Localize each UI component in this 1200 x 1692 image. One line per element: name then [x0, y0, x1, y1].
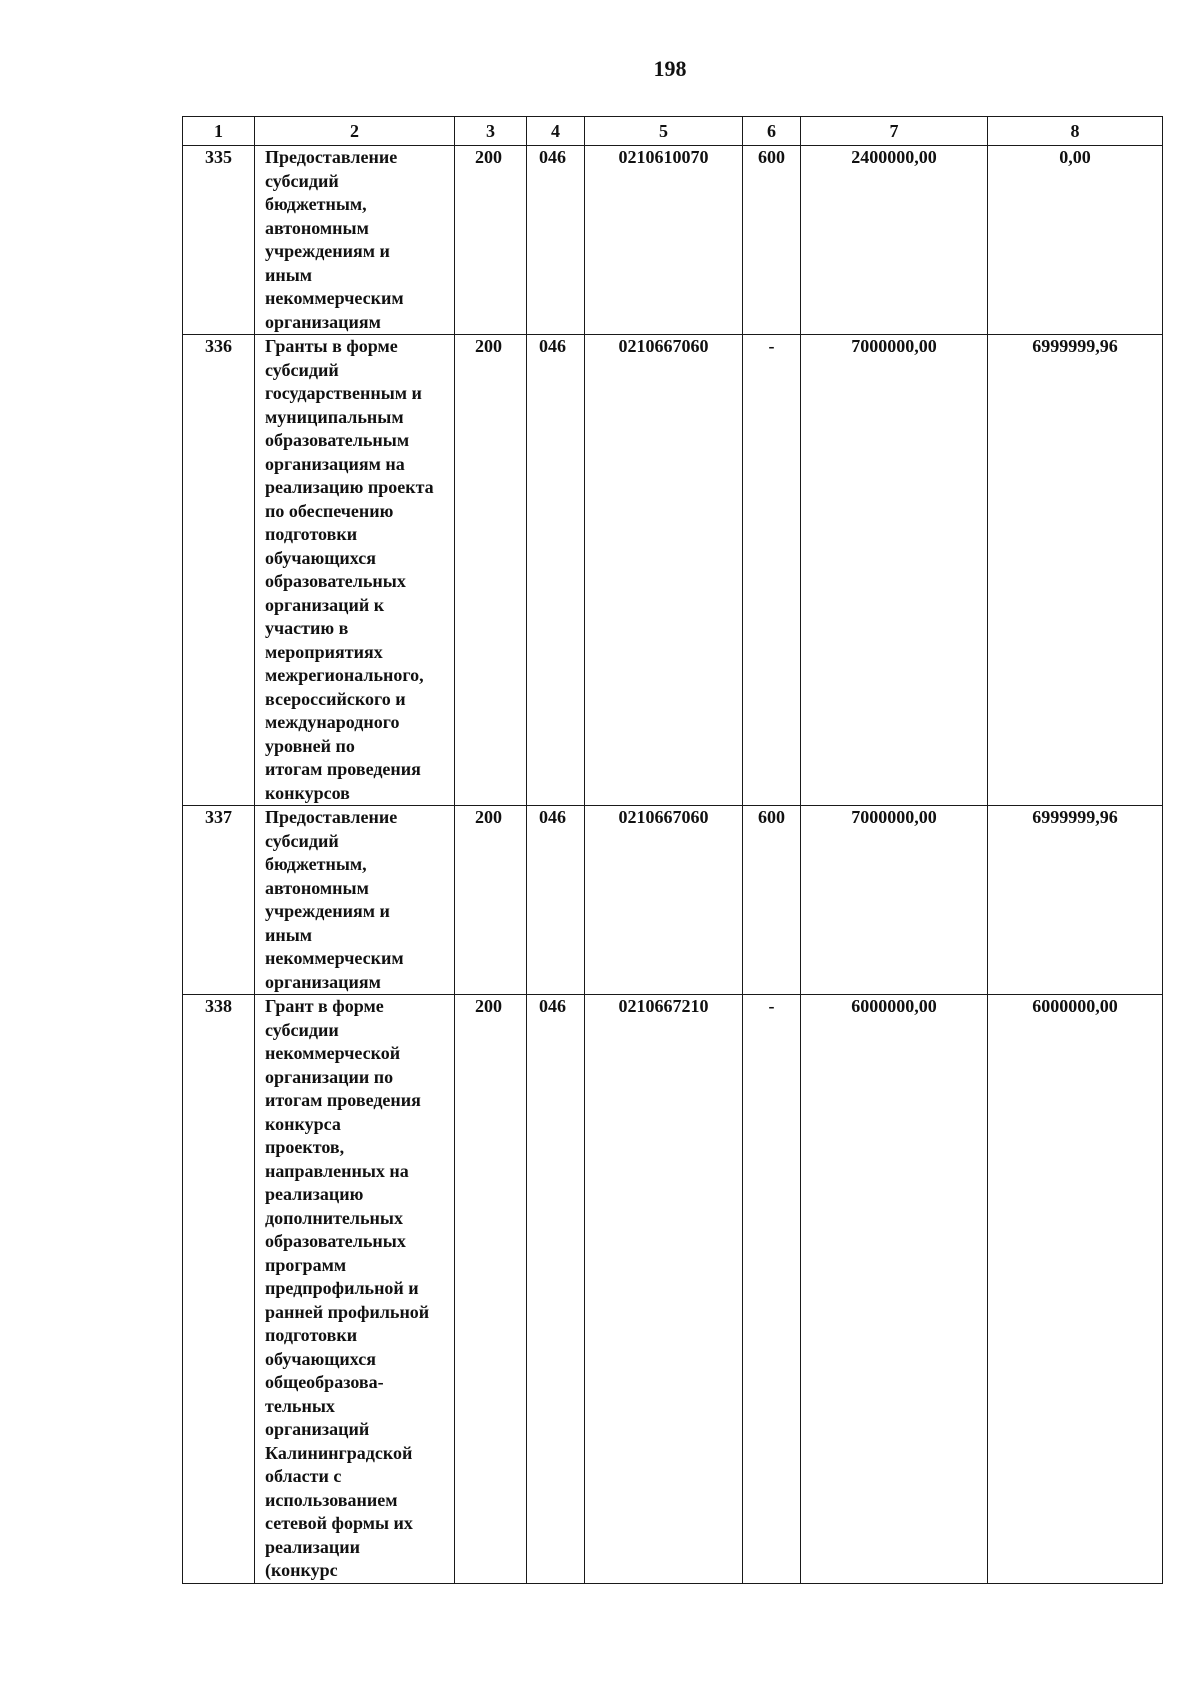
table-row	[183, 806, 1163, 995]
row-col8: 6999999,96	[988, 335, 1163, 806]
row-number: 335	[183, 146, 255, 335]
row-col7: 7000000,00	[801, 806, 988, 995]
row-col8: 0,00	[988, 146, 1163, 335]
row-name	[255, 146, 455, 335]
row-number: 336	[183, 335, 255, 806]
row-name-text: Предоставление субсидий бюджетным, автономным учреждениям и иным некоммерческим организациям	[265, 147, 404, 332]
row-number: 337	[183, 806, 255, 995]
row-col8: 6000000,00	[988, 995, 1163, 1584]
row-name	[255, 995, 455, 1584]
row-col5: 0210667210	[585, 995, 743, 1584]
header-cell-4: 4	[527, 117, 585, 146]
table-row	[183, 995, 1163, 1584]
row-col4: 046	[527, 806, 585, 995]
row-col4: 046	[527, 995, 585, 1584]
table-header-row	[183, 117, 1163, 146]
header-cell-8: 8	[988, 117, 1163, 146]
table-row	[183, 335, 1163, 806]
row-col5: 0210610070	[585, 146, 743, 335]
row-col7: 2400000,00	[801, 146, 988, 335]
row-name-text: Предоставление субсидий бюджетным, автономным учреждениям и иным некоммерческим организациям	[265, 807, 404, 992]
row-col8: 6999999,96	[988, 806, 1163, 995]
page-number: 198	[653, 56, 687, 81]
row-col3: 200	[455, 806, 527, 995]
row-name-text: Грант в форме субсидии некоммерческой организации по итогам проведения конкурса проектов, направленных на реализацию дополнительных образовательных программ предпрофильной и ранней профильной подготовки обучающихся общеобразова- тельных организаций Калининградской области с использованием сетевой формы их реализации (конкурс	[265, 996, 430, 1580]
row-col6: -	[743, 335, 801, 806]
row-col6: 600	[743, 146, 801, 335]
header-cell-5: 5	[585, 117, 743, 146]
header-cell-2: 2	[255, 117, 455, 146]
budget-table	[182, 116, 1163, 1584]
header-cell-6: 6	[743, 117, 801, 146]
row-number: 338	[183, 995, 255, 1584]
row-col4: 046	[527, 335, 585, 806]
table-row	[183, 146, 1163, 335]
row-col3: 200	[455, 146, 527, 335]
row-col6: 600	[743, 806, 801, 995]
row-col4: 046	[527, 146, 585, 335]
row-name	[255, 806, 455, 995]
row-col6: -	[743, 995, 801, 1584]
row-col7: 6000000,00	[801, 995, 988, 1584]
row-col3: 200	[455, 335, 527, 806]
row-name-text: Гранты в форме субсидий государственным и муниципальным образовательным организациям на реализацию проекта по обеспечению подготовки обучающихся образовательных организаций к участию в мероприятиях межрегионального, всероссийского и международного уровней по итогам проведения конкурсов	[265, 336, 434, 803]
row-name	[255, 335, 455, 806]
row-col5: 0210667060	[585, 806, 743, 995]
row-col7: 7000000,00	[801, 335, 988, 806]
row-col5: 0210667060	[585, 335, 743, 806]
header-cell-7: 7	[801, 117, 988, 146]
header-cell-3: 3	[455, 117, 527, 146]
row-col3: 200	[455, 995, 527, 1584]
header-cell-1: 1	[183, 117, 255, 146]
